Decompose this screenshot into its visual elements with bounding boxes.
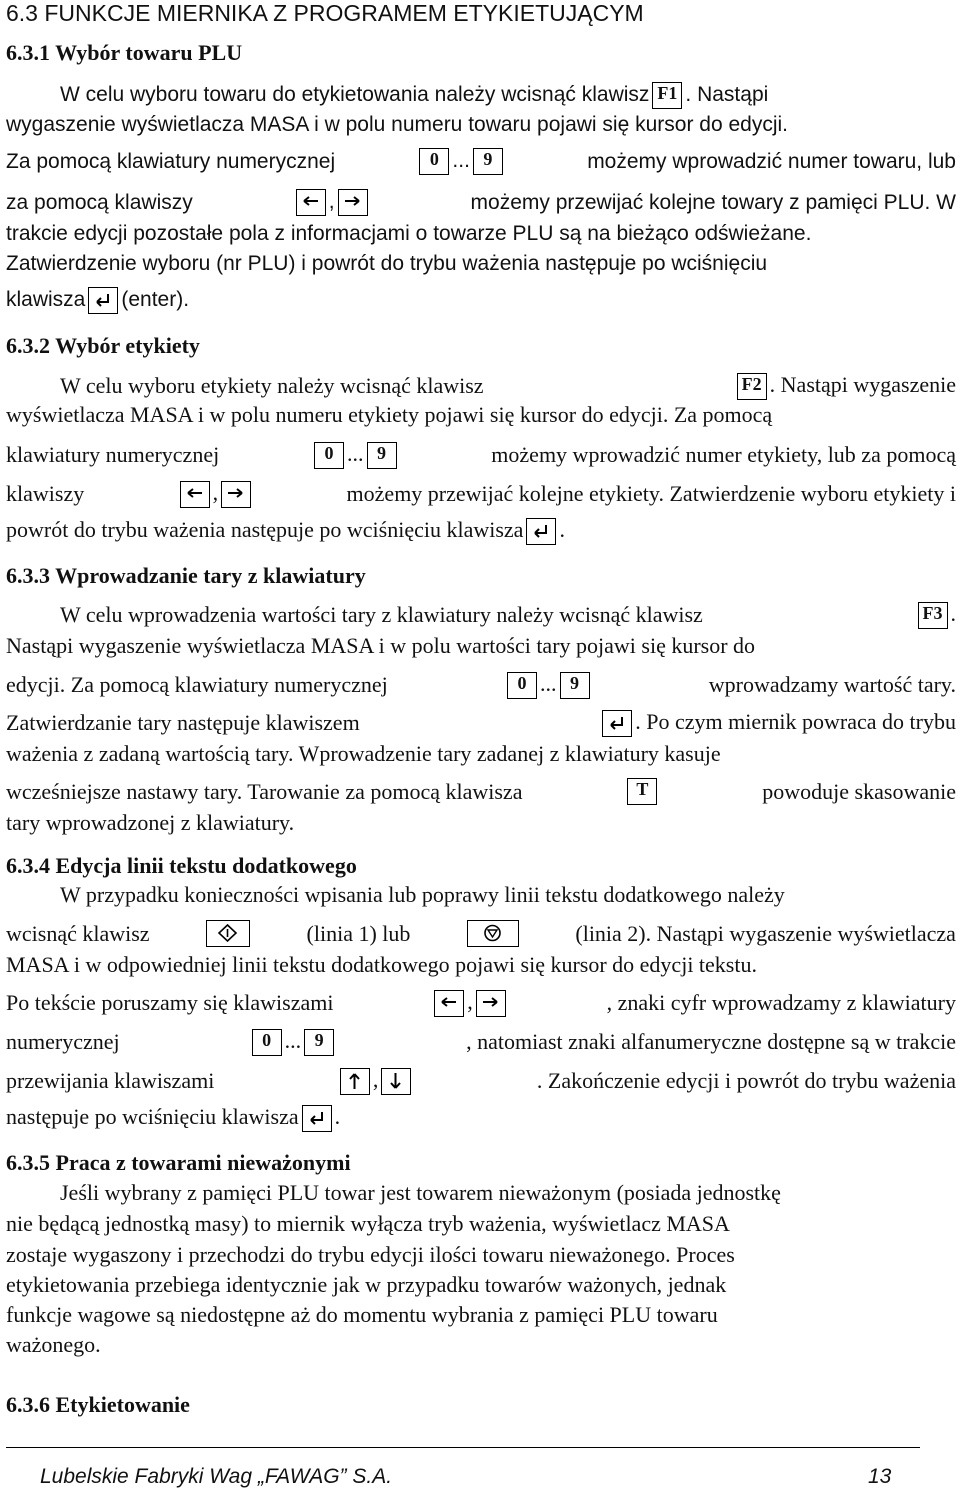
footer-divider: [6, 1447, 920, 1448]
arrow-up-key-icon: [340, 1068, 370, 1095]
paragraph-line: powrót do trybu ważenia następuje po wciśnięciu klawisza .: [6, 517, 956, 545]
paragraph-line: W celu wyboru etykiety należy wcisnąć klawisz F2 . Nastąpi wygaszenie: [60, 372, 956, 400]
key-9-icon: 9: [560, 672, 590, 699]
paragraph-line: Po tekście poruszamy się klawiszami , , znaki cyfr wprowadzamy z klawiatury: [6, 989, 956, 1017]
key-0-icon: 0: [314, 442, 344, 469]
paragraph-line: zostaje wygaszony i przechodzi do trybu edycji ilości towaru nieważonego. Proces: [6, 1242, 735, 1267]
page-number: 13: [868, 1465, 892, 1488]
paragraph-line: klawisza (enter).: [6, 287, 956, 314]
arrow-down-key-icon: [381, 1068, 411, 1095]
paragraph-line: Nastąpi wygaszenie wyświetlacza MASA i w polu wartości tary pojawi się kursor do: [6, 633, 756, 658]
enter-key-icon: [88, 287, 118, 314]
key-0-icon: 0: [419, 148, 449, 175]
paragraph-line: etykietowania przebiega identycznie jak w przypadku towarów ważonych, jednak: [6, 1272, 727, 1297]
enter-key-icon: [302, 1105, 332, 1132]
paragraph-line: ważonego.: [6, 1332, 101, 1357]
f2-key-icon: F2: [737, 373, 767, 400]
arrow-right-key-icon: [338, 189, 368, 216]
paragraph-line: przewijania klawiszami , . Zakończenie edycji i powrót do trybu ważenia: [6, 1067, 956, 1095]
paragraph-line: za pomocą klawiszy , możemy przewijać kolejne towary z pamięci PLU. W: [6, 189, 956, 216]
tare-key-icon: T: [627, 778, 657, 805]
key-9-icon: 9: [473, 148, 503, 175]
paragraph-line: wygaszenie wyświetlacza MASA i w polu numeru towaru pojawi się kursor do edycji.: [6, 113, 789, 136]
paragraph-line: MASA i w odpowiedniej linii tekstu dodatkowego pojawi się kursor do edycji tekstu.: [6, 952, 757, 977]
paragraph-line: trakcie edycji pozostałe pola z informacjami o towarze PLU są na bieżąco odświeżane.: [6, 222, 812, 245]
section-heading-6-3-3: 6.3.3 Wprowadzanie tary z klawiatury: [6, 563, 366, 588]
paragraph-line: wyświetlacza MASA i w polu numeru etykiety pojawi się kursor do edycji. Za pomocą: [6, 402, 773, 427]
chapter-heading: 6.3 FUNKCJE MIERNIKA Z PROGRAMEM ETYKIETUJĄCYM: [6, 0, 644, 26]
enter-key-icon: [602, 710, 632, 737]
paragraph-line: Za pomocą klawiatury numerycznej 0 ... 9 możemy wprowadzić numer towaru, lub: [6, 148, 956, 175]
arrow-right-key-icon: [476, 990, 506, 1017]
section-heading-6-3-5: 6.3.5 Praca z towarami nieważonymi: [6, 1150, 351, 1175]
paragraph-line: Zatwierdzanie tary następuje klawiszem . Po czym miernik powraca do trybu: [6, 709, 956, 737]
f1-key-icon: F1: [652, 82, 682, 109]
paragraph-line: W przypadku konieczności wpisania lub poprawy linii tekstu dodatkowego należy: [60, 882, 785, 907]
line2-key-icon: [467, 920, 519, 947]
section-heading-6-3-6: 6.3.6 Etykietowanie: [6, 1392, 190, 1417]
arrow-left-key-icon: [434, 990, 464, 1017]
key-0-icon: 0: [507, 672, 537, 699]
paragraph-line: ważenia z zadaną wartością tary. Wprowadzenie tary zadanej z klawiatury kasuje: [6, 741, 721, 766]
key-9-icon: 9: [367, 442, 397, 469]
paragraph-line: Jeśli wybrany z pamięci PLU towar jest towarem nieważonym (posiada jednostkę: [60, 1180, 781, 1205]
arrow-left-key-icon: [180, 481, 210, 508]
paragraph-line: następuje po wciśnięciu klawisza .: [6, 1104, 956, 1132]
paragraph-line: edycji. Za pomocą klawiatury numerycznej 0 ... 9 wprowadzamy wartość tary.: [6, 671, 956, 699]
paragraph-line: tary wprowadzonej z klawiatury.: [6, 810, 295, 835]
key-9-icon: 9: [304, 1029, 334, 1056]
paragraph-line: klawiszy , możemy przewijać kolejne etykiety. Zatwierdzenie wyboru etykiety i: [6, 480, 956, 508]
line1-key-icon: [206, 920, 250, 947]
paragraph-line: klawiatury numerycznej 0 ... 9 możemy wprowadzić numer etykiety, lub za pomocą: [6, 441, 956, 469]
paragraph-line: W celu wprowadzenia wartości tary z klawiatury należy wcisnąć klawisz F3 .: [60, 601, 956, 629]
arrow-right-key-icon: [221, 481, 251, 508]
footer-company: Lubelskie Fabryki Wag „FAWAG” S.A.: [40, 1465, 393, 1488]
enter-key-icon: [526, 518, 556, 545]
section-heading-6-3-2: 6.3.2 Wybór etykiety: [6, 333, 200, 358]
paragraph-line: wcześniejsze nastawy tary. Tarowanie za pomocą klawisza T powoduje skasowanie: [6, 778, 956, 804]
paragraph-line: numerycznej 0 ... 9 , natomiast znaki alfanumeryczne dostępne są w trakcie: [6, 1028, 956, 1056]
paragraph-line: nie będącą jednostką masy) to miernik wyłącza tryb ważenia, wyświetlacz MASA: [6, 1211, 730, 1236]
key-0-icon: 0: [252, 1029, 282, 1056]
paragraph-line: funkcje wagowe są niedostępne aż do momentu wybrania z pamięci PLU towaru: [6, 1302, 718, 1327]
paragraph-line: wcisnąć klawisz (linia 1) lub (linia 2). Nastąpi wygaszenie wyświetlacza: [6, 920, 956, 946]
arrow-left-key-icon: [296, 189, 326, 216]
f3-key-icon: F3: [918, 602, 948, 629]
paragraph-line: Zatwierdzenie wyboru (nr PLU) i powrót do trybu ważenia następuje po wciśnięciu: [6, 252, 768, 275]
section-heading-6-3-1: 6.3.1 Wybór towaru PLU: [6, 40, 243, 65]
paragraph-line: W celu wyboru towaru do etykietowania należy wcisnąć klawisz F1 . Nastąpi: [6, 82, 956, 109]
section-heading-6-3-4: 6.3.4 Edycja linii tekstu dodatkowego: [6, 853, 357, 878]
